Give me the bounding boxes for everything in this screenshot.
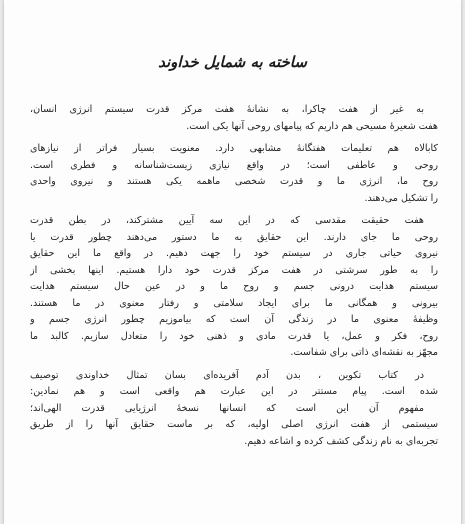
paragraph-1 bbox=[30, 102, 438, 135]
text-line: سیستمی از هفت انرژی اصلی اولیه، که بر ماست حقایق آنها را از طریق bbox=[30, 419, 438, 430]
text-line: روحی ما جای دارند. این حقایق به ما دستور می‌دهند چطور قدرت یا bbox=[30, 231, 438, 243]
text-line: سیستم هدایت درونی جسم و روح ما و در عین حال سیستم هدایت bbox=[30, 281, 438, 292]
paragraph-3 bbox=[30, 213, 438, 362]
text-line: مجهّز به نقشه‌ای ذاتی برای شفاست. bbox=[290, 347, 438, 358]
chapter-title: ساخته به شمایل خداوند bbox=[158, 53, 307, 71]
text-line: را به طور سرشتی در هفت مرکز قدرت خود دارا هستیم. اینها بخشی از bbox=[30, 264, 438, 276]
text-line: روح ما، انرژی ما و قدرت شخصی ماهمه یکی هستند و نیروی واحدی bbox=[30, 176, 438, 187]
text-line: نیروی حیاتی جاری در سیستم خود را جهت دهیم. در واقع ما این حقایق bbox=[30, 248, 438, 259]
text-line: بیرونی و همگانی ما برای ایجاد سلامتی و رفتار معنوی در ما هستند. bbox=[30, 297, 438, 309]
text-line: در کتاب تکوین ، بدن آدم آفریده‌ای بسان تمثال خداوندی توصیف bbox=[30, 369, 424, 381]
book-page bbox=[4, 0, 461, 524]
paragraph-2 bbox=[30, 141, 438, 207]
text-line: را تشکیل می‌دهند. bbox=[364, 192, 438, 204]
text-line: روح، فکر و عمل، یا قدرت مادی و ذهنی خود را متعادل سازیم. کالبد ما bbox=[30, 330, 438, 342]
text-line: به غیر از هفت چاکرا، به نشانهٔ هفت مرکز قدرت سیستم انرژی انسان، bbox=[30, 104, 424, 115]
text-line: کابالاه هم تعلیمات هفتگانهٔ مشابهی دارد. معنویت بسیار فراتر از نیازهای bbox=[30, 143, 438, 154]
text-line: شده است. پیام مستتر در این عبارت هم واقعی است و هم نمادین: bbox=[30, 386, 438, 397]
chapter-body bbox=[30, 102, 438, 450]
text-line: وظیفهٔ معنوی ما در زندگی آن است که بیاموزیم چطور انرژی جسم و bbox=[30, 314, 438, 325]
text-line: هفت شعیرهٔ مسیحی هم داریم که پیامهای روحی آنها یکی است. bbox=[186, 120, 438, 132]
text-line: هفت حقیقت مقدسی که در این سه آیین مشترکند، در بطن قدرت bbox=[30, 215, 424, 226]
text-line: تجربه‌ای به نام زندگی کشف کرده و اشاعه دهیم. bbox=[244, 435, 438, 447]
text-line: روحی و عاطفی است؛ در واقع نیازی زیست‌شناسانه و فطری است. bbox=[30, 159, 438, 171]
text-line: مفهوم آن این است که انسانها نسخهٔ انرژیایی قدرت الهی‌اند؛ bbox=[30, 402, 424, 414]
paragraph-4 bbox=[30, 368, 438, 451]
